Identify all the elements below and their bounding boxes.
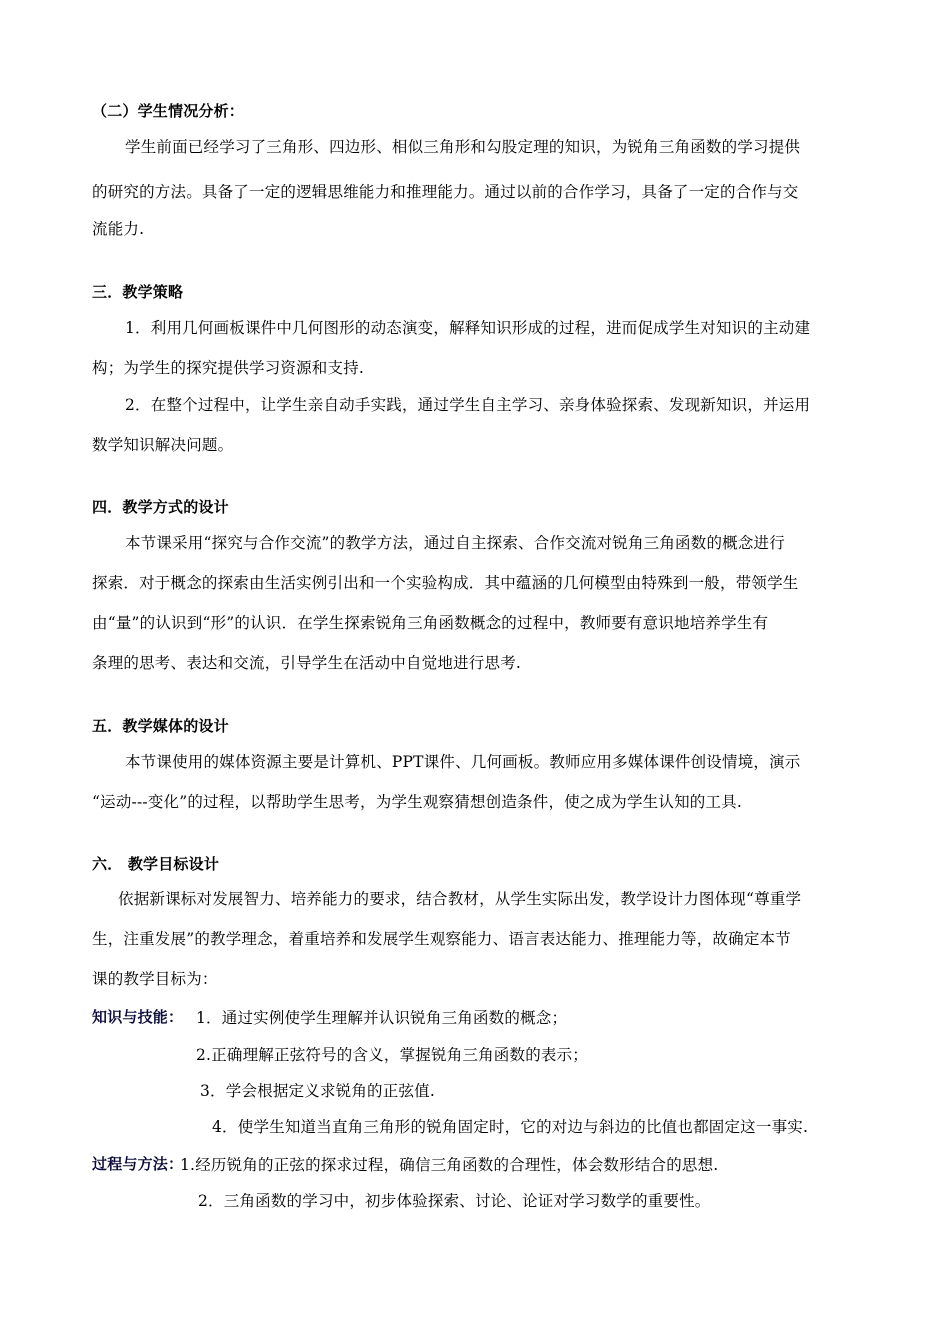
paragraph-line: 2．在整个过程中，让学生亲自动手实践，通过学生自主学习、亲身体验探索、发现新知识，并运用 (125, 396, 811, 414)
section-heading-media: 五．教学媒体的设计 (92, 717, 229, 735)
section-heading-goals: 六． 教学目标设计 (92, 855, 220, 873)
goal-item: 4．使学生知道当直角三角形的锐角固定时，它的对边与斜边的比值也都固定这一事实. (212, 1118, 809, 1136)
paragraph-line: 学生前面已经学习了三角形、四边形、相似三角形和勾股定理的知识，为锐角三角函数的学习提供 (125, 138, 801, 156)
paragraph-line: 依据新课标对发展智力、培养能力的要求，结合教材，从学生实际出发，教学设计力图体现“尊重学 (118, 890, 802, 908)
section-heading-student-analysis: （二）学生情况分析： (92, 102, 245, 120)
paragraph-line: 课的教学目标为： (92, 970, 218, 988)
goal-item: 1．通过实例使学生理解并认识锐角三角函数的概念； (196, 1009, 568, 1027)
paragraph-line: 1．利用几何画板课件中几何图形的动态演变，解释知识形成的过程，进而促成学生对知识的主动建 (125, 319, 811, 337)
paragraph-line: 构；为学生的探究提供学习资源和支持. (92, 359, 365, 377)
paragraph-line: 由“量”的认识到“形”的认识．在学生探索锐角三角函数概念的过程中，教师要有意识地培养学生有 (92, 614, 769, 632)
section-heading-strategy: 三．教学策略 (92, 283, 184, 301)
process-method-label: 过程与方法： (92, 1155, 184, 1173)
goal-item: 2.正确理解正弦符号的含义，掌握锐角三角函数的表示； (196, 1046, 588, 1064)
section-heading-teaching-method: 四．教学方式的设计 (92, 498, 229, 516)
paragraph-line: 探索．对于概念的探索由生活实例引出和一个实验构成．其中蕴涵的几何模型由特殊到一般，带领学生 (92, 574, 799, 592)
goal-item: 1.经历锐角的正弦的探求过程，确信三角函数的合理性，体会数形结合的思想. (180, 1156, 719, 1174)
paragraph-line: 生，注重发展”的教学理念，着重培养和发展学生观察能力、语言表达能力、推理能力等，故确定本节 (92, 930, 791, 948)
paragraph-line: 本节课采用“探究与合作交流”的教学方法，通过自主探索、合作交流对锐角三角函数的概念进行 (125, 534, 785, 552)
paragraph-line: 的研究的方法。具备了一定的逻辑思维能力和推理能力。通过以前的合作学习，具备了一定的合作与交 (92, 183, 799, 201)
paragraph-line: 流能力. (92, 220, 145, 238)
goal-item: 3．学会根据定义求锐角的正弦值. (200, 1082, 435, 1100)
paragraph-line: 本节课使用的媒体资源主要是计算机、PPT课件、几何画板。教师应用多媒体课件创设情境，演示 (125, 753, 801, 771)
goal-item: 2．三角函数的学习中，初步体验探索、讨论、论证对学习数学的重要性。 (198, 1192, 711, 1210)
paragraph-line: 数学知识解决问题。 (92, 436, 234, 454)
knowledge-skills-label: 知识与技能： (92, 1008, 184, 1026)
paragraph-line: “运动---变化”的过程，以帮助学生思考，为学生观察猜想创造条件，使之成为学生认知的工具. (92, 793, 742, 811)
paragraph-line: 条理的思考、表达和交流，引导学生在活动中自觉地进行思考. (92, 654, 522, 672)
